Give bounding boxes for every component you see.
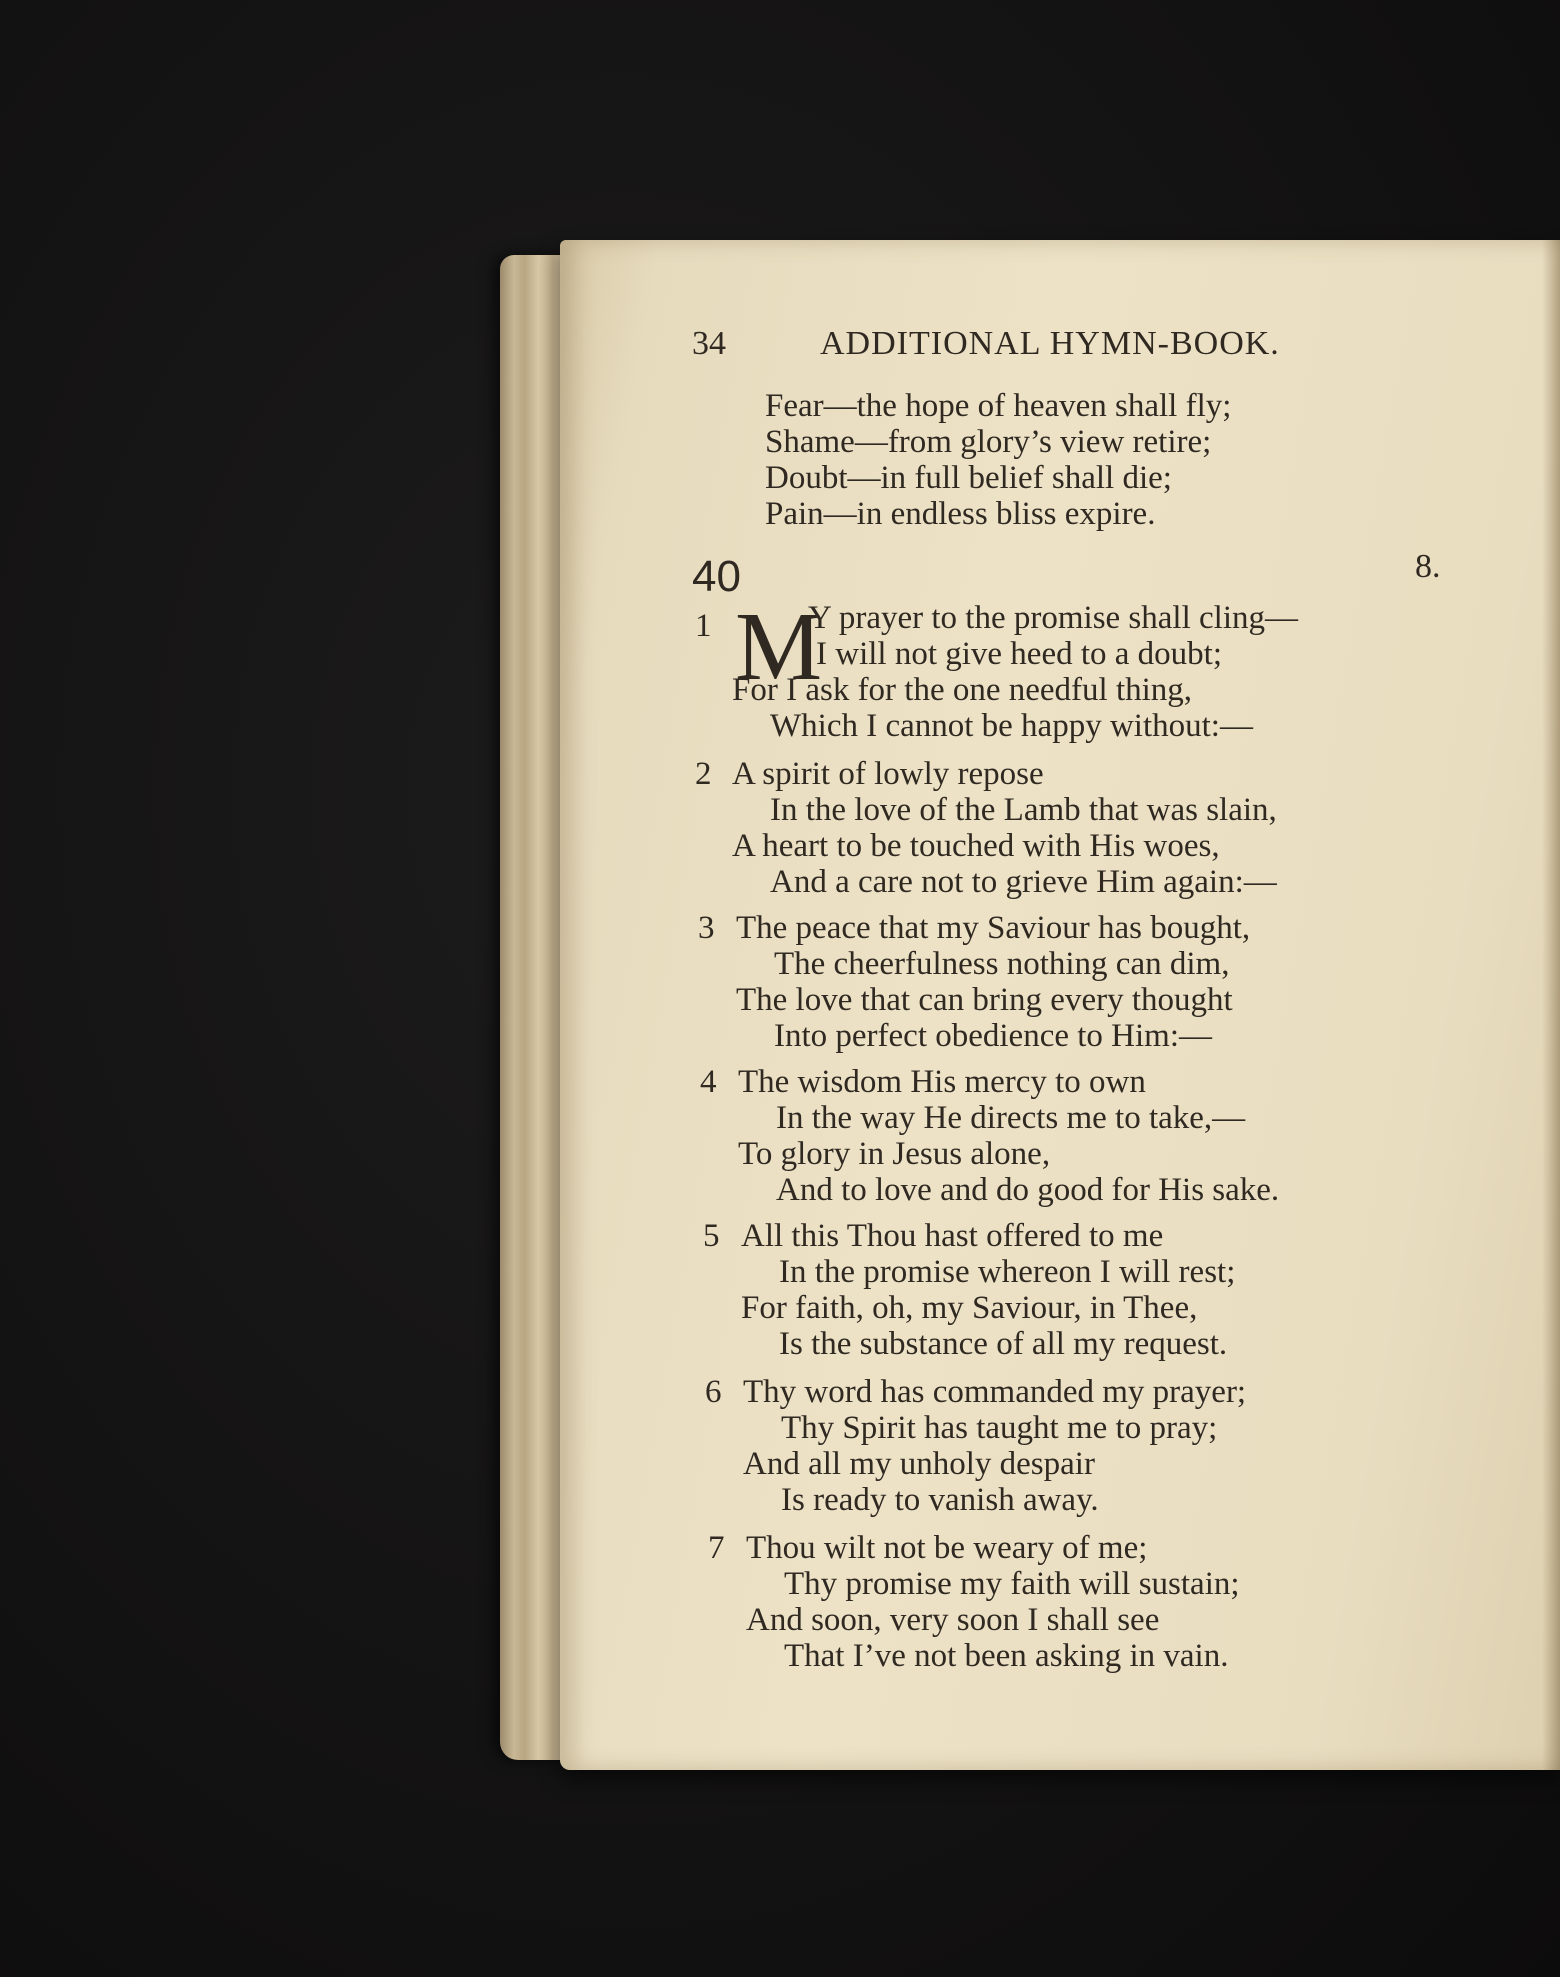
margin-mark: 8. [1415,548,1441,585]
poem-line: Which I cannot be happy without:— [770,708,1253,744]
poem-line: For I ask for the one needful thing, [732,672,1193,708]
poem-line: The peace that my Saviour has bought, [736,910,1251,946]
poem-line: The cheerfulness nothing can dim, [774,946,1230,982]
poem-line: All this Thou hast offered to me [741,1218,1164,1254]
poem-line: Thy promise my faith will sustain; [784,1566,1240,1602]
poem-line: I will not give heed to a doubt; [816,636,1223,672]
page-gutter [1542,240,1560,1770]
poem-line: To glory in Jesus alone, [738,1136,1051,1172]
verse-number: 2 [695,756,712,792]
verse-number: 7 [708,1530,725,1566]
poem-line: Into perfect obedience to Him:— [774,1018,1213,1054]
poem-line: Is the substance of all my request. [779,1326,1228,1362]
poem-line: And all my unholy despair [743,1446,1095,1482]
verse-number: 6 [705,1374,722,1410]
poem-line: That I’ve not been asking in vain. [784,1638,1229,1674]
drop-cap: M [735,593,823,701]
poem-line: Thy word has commanded my prayer; [743,1374,1247,1410]
verse-number: 3 [698,910,715,946]
poem-line: Doubt—in full belief shall die; [765,460,1172,496]
hymn-number: 40 [692,552,741,601]
poem-line: And to love and do good for His sake. [776,1172,1280,1208]
poem-line: Thou wilt not be weary of me; [746,1530,1148,1566]
poem-line: The wisdom His mercy to own [738,1064,1146,1100]
poem-line: A spirit of lowly repose [732,756,1044,792]
poem-line: And a care not to grieve Him again:— [770,864,1277,900]
book-title: ADDITIONAL HYMN-BOOK. [820,325,1280,362]
poem-line: Thy Spirit has taught me to pray; [781,1410,1218,1446]
page-number: 34 [692,325,726,362]
poem-line: Pain—in endless bliss expire. [765,496,1156,532]
poem-line: In the way He directs me to take,— [776,1100,1246,1136]
poem-line: For faith, oh, my Saviour, in Thee, [741,1290,1198,1326]
poem-line: Y prayer to the promise shall cling— [808,600,1298,636]
poem-line: In the love of the Lamb that was slain, [770,792,1277,828]
verse-number: 1 [695,608,712,644]
poem-line: Fear—the hope of heaven shall fly; [765,388,1232,424]
verse-number: 5 [703,1218,720,1254]
poem-line: Is ready to vanish away. [781,1482,1099,1518]
running-head [692,325,1372,373]
poem-line: Shame—from glory’s view retire; [765,424,1212,460]
poem-line: And soon, very soon I shall see [746,1602,1160,1638]
poem-line: In the promise whereon I will rest; [779,1254,1236,1290]
verse-number: 4 [700,1064,717,1100]
book-page [560,240,1560,1770]
poem-line: A heart to be touched with His woes, [732,828,1220,864]
poem-line: The love that can bring every thought [736,982,1233,1018]
